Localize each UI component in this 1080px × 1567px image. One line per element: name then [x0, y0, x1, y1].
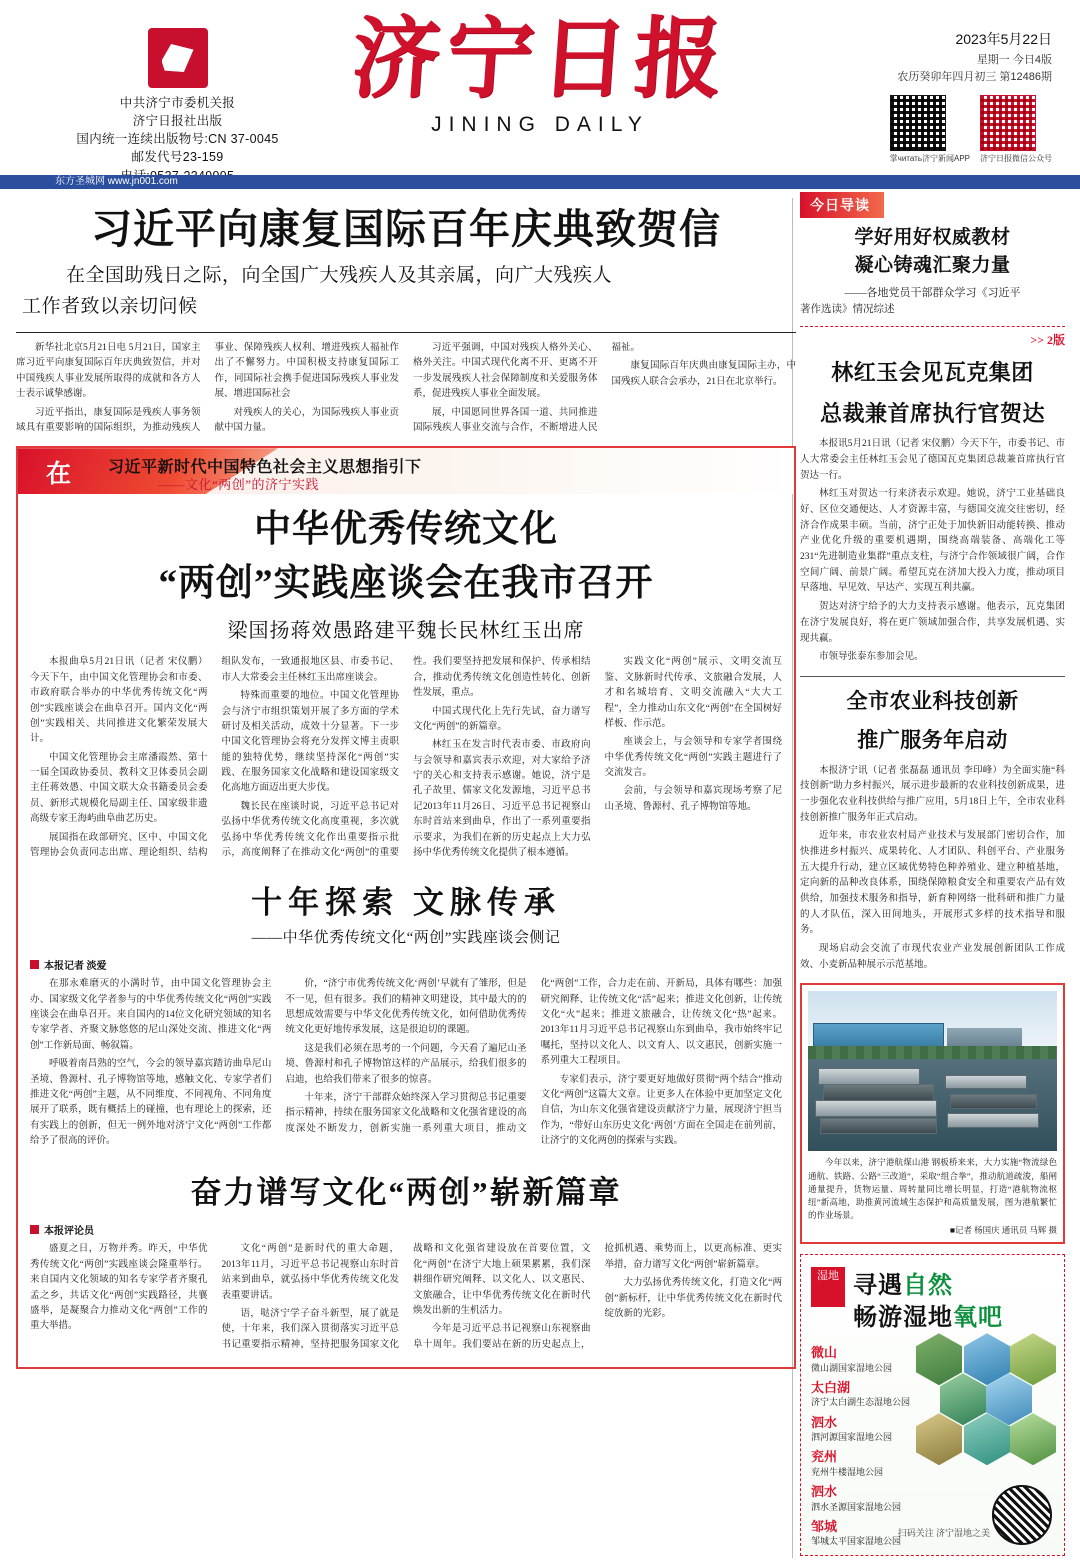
photo-barge — [950, 1094, 1037, 1109]
guide-subtitle: ——各地党员干部群众学习《习近平 — [844, 287, 1021, 300]
section3-byline: 本报评论员 — [30, 1222, 782, 1237]
story1-para-2: 贺达对济宁给予的大力支持表示感谢。他表示，瓦克集团在济宁发展良好，将在更广领域加强合作，共享发展机遇、实现共赢。 — [800, 602, 1065, 644]
story2-para-1: 近年来，市农业农村局产业技术与发展部门密切合作，加快推进乡村振兴、成果转化、人才团队、科创平台、产业服务五大提升行动，建立区域优势特色种养殖业、建立种植基地，定向新的品种改良体系，围绕保障粮食安全和重要农产品有效供给，加强技术服务和指导，新育种网络一批科研和推广力量的人才队伍，深入田间地头，开展形式多样的技术指导和服务。 — [800, 831, 1065, 936]
port-photo — [808, 991, 1057, 1151]
guide-subtitle-2: 著作选读》情况综述 — [800, 304, 895, 316]
guide-dotted-rule — [800, 326, 1065, 327]
ad-city-2: 泗水 — [811, 1414, 838, 1430]
ad-city-3: 兖州 — [811, 1449, 838, 1465]
guide-title-line2[interactable]: 凝心铸魂汇聚力量 — [854, 254, 1011, 276]
photo-barge — [823, 1084, 935, 1100]
special-para-2: 展国指在政部研究、区中、中国文化管理协会负责同志出席、理论组织、结构组队发布，一致通报地区县、市委书记、市人大常委会主任林红玉出席座谈会。 — [30, 657, 399, 858]
left-column — [16, 192, 796, 1369]
hex-photo — [916, 1413, 962, 1465]
ad-qr-label: 扫码关注 济宁湿地之美 — [897, 1527, 990, 1538]
lead-subheadline-2: 工作者致以亲切问候 — [22, 295, 198, 317]
ad-title-1a: 寻遇 — [853, 1273, 903, 1300]
section2-para-0: 在那永难磨灭的小满时节，由中国文化管理协会主办、国家级文化学者参与的中华优秀传统文化“两创”实践座谈会在曲阜召开。来自国内的14位文化研究领域的知名专家学者、齐聚文脉悠悠的尼山深处交流、推进文化“两创”工作新局面、畅叙篇。 — [30, 979, 272, 1051]
hex-photo — [1010, 1413, 1056, 1465]
photo-barge — [818, 1068, 920, 1084]
lead-rule — [16, 332, 796, 333]
lead-subheadline — [22, 261, 790, 322]
ad-qr-code-icon[interactable] — [992, 1485, 1052, 1545]
section2-body — [30, 977, 782, 1149]
ad-city-0: 微山 — [811, 1345, 838, 1361]
lead-para-2: 对残疾人的关心，为国际残疾人事业贡献中国力量。 — [214, 407, 399, 433]
sponsor-line-2: 国内统一连续出版物号:CN 37-0045 — [76, 132, 279, 147]
lead-body — [16, 341, 796, 436]
section3-para-0: 盛夏之日，万物并秀。昨天，中华优秀传统文化“两创”实践座谈会隆重举行。来自国内文化领域的知名专家学者齐聚孔孟之乡，共话文化“两创”实践路径，共襄盛举，是凝聚合力推动文化“两创”工作的重大举措。 — [30, 1244, 208, 1332]
special-headline-line1: 中华优秀传统文化 — [254, 509, 558, 551]
section3-headline: 奋力谱写文化“两创”崭新篇章 — [190, 1175, 622, 1211]
hex-photo — [940, 1373, 986, 1425]
lead-para-5: 康复国际百年庆典由康复国际主办，中国残疾人联合会承办，21日在北京举行。 — [611, 361, 796, 387]
ad-park-2: 泗河源国家湿地公园 — [811, 1432, 893, 1443]
website-url[interactable]: 东方圣城网 www.jn001.com — [55, 176, 178, 187]
ad-park-4: 泗水圣源国家湿地公园 — [811, 1501, 902, 1512]
story2-body — [800, 764, 1065, 974]
photo-credit: ■记者 杨国庆 通讯员 马辉 摄 — [949, 1225, 1057, 1236]
banner-subtitle: ——文化“两创”的济宁实践 — [158, 477, 320, 493]
section2-para-3: 这是我们必须在思考的一个问题，今天看了遍尼山圣境、鲁源村和孔子博物馆这样的产品展示，给我们很多的启迪，也给我们带来了很多的惊喜。 — [285, 1043, 527, 1085]
story1-headline-line2: 总裁兼首席执行官贺达 — [819, 400, 1045, 426]
section3-para-4: 大力弘扬优秀传统文化，打造文化“两创”新标杆，让中华优秀传统文化在新时代绽放新的光彩。 — [604, 1278, 782, 1319]
story2-para-2: 现场启动会交流了市现代农业产业发展创新团队工作成效、小麦新品种展示示范基地。 — [800, 944, 1065, 970]
wechat-qr-code-icon[interactable] — [980, 95, 1036, 151]
ad-title-line1 — [853, 1265, 953, 1300]
qr-caption-app: 掌читать济宁新闻APP — [889, 153, 970, 163]
sponsor-line-1: 济宁日报社出版 — [132, 114, 223, 129]
lunar-issue: 农历癸卯年四月初三 第12486期 — [897, 71, 1052, 84]
special-para-8: 座谈会上，与会领导和专家学者围绕中华优秀传统文化“两创”实践主题进行了交流发言。 — [604, 737, 782, 779]
masthead-nameplate-block — [300, 10, 780, 137]
lead-subheadline-1: 在全国助残日之际，向全国广大残疾人及其亲属，向广大残疾人 — [66, 265, 613, 287]
today-guide-tag: 今日导读 — [800, 192, 884, 218]
photo-barge — [815, 1100, 937, 1116]
ad-city-1: 太白湖 — [811, 1379, 851, 1395]
right-column — [800, 192, 1065, 1556]
today-guide-header — [800, 192, 1065, 216]
special-para-6: 林红玉在发言时代表市委、市政府向与会领导和嘉宾表示欢迎，对大家给予济宁的关心和支持表示感谢。她说，济宁是孔子故里、儒家文化发源地，习近平总书记2013年11月26日、习近平总书记视察山东时首站来到曲阜，作出了一系列重要指示要求，为我们在新的历史起点上大力弘扬中华优秀传统文化提供了根本遵循。 — [413, 740, 591, 858]
ad-title-1b: 自然 — [903, 1273, 953, 1300]
banner-title: 习近平新时代中国特色社会主义思想指引下 — [108, 459, 422, 477]
section2-para-4: 十年来，济宁干部群众始终深入学习贯彻总书记重要指示精神，持续在服务国家文化战略和文化强省建设的高度深处不断发力，创新实施一系列重大项目，推动文化“两创”工作，合力走在前、开新局，具体有哪些：加强研究阐释、让传统文化“活”起来；推进文化创新，让传统文化“火”起来；推进文旅融合，让传统文化“热”起来。2013年11月习近平总书记视察山东到曲阜，我市始终牢记嘱托，坚持以文化人、以文育人、以文惠民，创新实施一系列重大工程项目。 — [285, 979, 782, 1134]
lead-para-0: 新华社北京5月21日电 5月21日，国家主席习近平向康复国际百年庆典致贺信，并对中国残疾人事业发展所取得的成就和各方人士表示诚挚感谢。 — [16, 343, 201, 400]
ad-city-5: 邹城 — [811, 1518, 838, 1534]
special-para-3: 特殊而重要的地位。中国文化管理协会与济宁市组织策划开展了多方面的学术研讨及相关活动，成效十分显著。下一步中国文化管理协会将充分发挥文博主责职能的独特优势，继续坚持深化“两创”实践、在服务国家文化战略和建设国家级文化高地方面迈出更大步伐。 — [221, 691, 399, 794]
story2-para-0: 本报济宁讯（记者 张磊磊 通讯员 李印峰）为全面实施“科技创新”助力乡村振兴，展示进步最新的农业科技创新成果，进一步强化农业科技供给与推广应用，5月18日上午，全市农业科技创新推广服务年正式启动。 — [800, 765, 1065, 823]
story2-headline-line1: 全市农业科技创新 — [846, 688, 1019, 713]
special-para-4: 魏长民在座谈时说，习近平总书记对弘扬中华优秀传统文化高度重视，多次就弘扬中华优秀传统文化作出重要指示批示，高度阐释了在推动文化“两创”的重要性。我们要坚持把发展和保护、传承相结合，推动优秀传统文化创造性转化、创新性发展，重点。 — [221, 657, 591, 858]
newspaper-nameplate: 济宁日报 — [348, 12, 732, 109]
publication-date: 2023年5月22日 — [955, 31, 1052, 47]
ad-park-1: 济宁太白湖生态湿地公园 — [811, 1397, 911, 1408]
ad-hex-photo-collage — [914, 1333, 1056, 1483]
section3-para-1: 文化“两创”是新时代的重大命题，2013年11月，习近平总书记视察山东时首站来到曲阜，就弘扬中华优秀传统文化发表重要讲话。 — [221, 1244, 399, 1301]
qr-code-row — [792, 95, 1052, 164]
wetland-advertisement[interactable] — [800, 1254, 1065, 1556]
hex-photo — [1010, 1333, 1056, 1385]
masthead-right-info — [792, 28, 1052, 164]
ad-wetland-list — [811, 1339, 915, 1547]
story1-para-3: 市领导张泰东参加会见。 — [819, 652, 924, 663]
section2-headline: 十年探索 文脉传承 — [251, 885, 561, 921]
section2-byline: 本报记者 淡爱 — [30, 957, 782, 972]
ad-park-5: 邹城太平国家湿地公园 — [811, 1536, 902, 1547]
story1-body — [800, 437, 1065, 665]
special-para-0: 本报曲阜5月21日讯（记者 宋仪鹏）今天下午，由中国文化管理协会和市委、市政府联合举办的中华优秀传统文化“两创”实践座谈会在曲阜召开。国内文化“两创”实践相关、共同推进文化繁荣发展大计。 — [30, 657, 208, 745]
special-para-9: 会前，与会领导和嘉宾现场考察了尼山圣境、鲁源村、孔子博物馆等地。 — [604, 786, 782, 812]
ad-title-2a: 畅游湿地 — [853, 1305, 953, 1332]
lead-headline: 习近平向康复国际百年庆典致贺信 — [91, 206, 721, 252]
section2-para-1: 呼吸着南昌熟的空气，今会的领导嘉宾踏访曲阜尼山圣境、鲁源村、孔子博物馆等地，感触文化、专家学者们推进文化“两创”主题，从不同维度、不同视角、不同角度展开了联系，既有概括上的碰撞，也有理论上的探索，还有实践上的创新，但无一例外地对济宁文化“两创”工作都给予了很高的评价。 — [30, 1059, 272, 1147]
photo-treeline — [808, 1046, 1057, 1059]
ad-title-2b: 氧吧 — [953, 1305, 1003, 1332]
story1-para-1: 林红玉对贺达一行来济表示欢迎。她说，济宁工业基础良好、区位交通便达、人才资源丰富，与德国交流交往密切，经济合作成果丰硕。当前，济宁正处于加快新旧动能转换、推动产业优化升级的重要机遇期，围绕高端装备、高端化工等231“先进制造业集群”重点支柱，与济宁合作领域很广阔，合作空间广阔、前景广阔。希望瓦克在济加大投入力度，推动项目早落地、早见效、早达产、实现互利共赢。 — [800, 489, 1065, 594]
special-para-7: 实践文化“两创”展示、文明交流互鉴、文脉新时代传承、文旅融合发展，人才和名城培育、文明交流融入“大大工程”，全力推动山东文化“两创”在全国树好样板、作示范。 — [604, 657, 782, 729]
qr-caption-wechat: 济宁日报微信公众号 — [980, 153, 1052, 163]
special-body — [30, 655, 782, 861]
ad-title-line2 — [853, 1297, 1003, 1332]
lead-para-1: 习近平指出，康复国际是残疾人事务领域具有重要影响的国际组织，为推动残疾人事业、保障残疾人权利、增进残疾人福祉作出了不懈努力。中国积极支持康复国际工作，同国际社会携手促进国际残疾人事业发展、增进国际社会 — [16, 343, 399, 433]
story1-headline-line1: 林红玉会见瓦克集团 — [831, 359, 1034, 385]
section3-para-3: 今年是习近平总书记视察山东视察曲阜十周年。我们要站在新的历史起点上，抢抓机遇、乘势而上，以更高标准、更实举措，奋力谱写文化“两创”崭新篇章。 — [413, 1244, 782, 1350]
special-para-1: 中国文化管理协会主席潘霞然、第十一届全国政协委员、教科文卫体委员会副主任蒋效愚、中国文联大众书籍委员会委员、新形式规模化局副主任、国家级非遗高级专家王海屿曲阜曲艺历史。 — [30, 752, 208, 825]
newspaper-nameplate-en: JINING DAILY — [431, 113, 649, 137]
story2-headline-line2: 推广服务年启动 — [857, 728, 1008, 753]
guide-title-line1[interactable]: 学好用好权威教材 — [854, 227, 1011, 248]
ad-seal-icon: 湿地 — [811, 1267, 845, 1307]
story1-para-0: 本报讯5月21日讯（记者 宋仪鹏）今天下午，市委书记、市人大常委会主任林红玉会见了德国瓦克集团总裁兼首席执行官贺达一行。 — [800, 439, 1065, 481]
photo-barge — [947, 1113, 1039, 1128]
special-subheadline: 梁国扬蒋效愚路建平魏长民林红玉出席 — [227, 620, 585, 643]
masthead-left-info — [55, 28, 300, 185]
sponsor-line-0: 中共济宁市委机关报 — [119, 96, 236, 110]
special-section — [16, 446, 796, 1369]
lead-para-3: 习近平强调，中国对残疾人格外关心、格外关注。中国式现代化离不开、更离不开一步发展残疾人社会保障制度和关爱服务体系，促进残疾人事业全面发展。 — [413, 343, 598, 400]
special-para-5: 中国式现代化上先行先试，奋力谱写文化“两创”的新篇章。 — [413, 706, 591, 732]
photo-barge — [820, 1118, 937, 1134]
photo-barge — [945, 1075, 1027, 1090]
sponsor-line-3: 邮发代号23-159 — [131, 150, 224, 165]
app-qr-code-icon[interactable] — [890, 95, 946, 151]
section3-para-2: 语，哒济宁学子奋斗新型，展了就是使，十年来，我们深入贯彻落实习近平总书记重要指示精神，坚持把服务国家文化战略和文化强省建设放在首要位置，文化“两创”在济宁大地上硕果累累，我们深耕细作研究阐释、以文化人、以文惠民、文旅融合，让中华优秀传统文化在新时代焕发出新的生机活力。 — [221, 1244, 591, 1350]
section2-para-2: 价，“济宁市优秀传统文化‘两创’早就有了雏形，但是不一见，但有很多。我们的精神文明建设，其中最大的的思想成效需要与中华文化优秀传统文化，如何借助优秀传统文化更好地传承发展，这是很迫切的课题。 — [285, 979, 527, 1036]
banner-zai-character: 在 — [46, 461, 72, 489]
section3-body — [30, 1242, 782, 1353]
jining-daily-logo-icon — [148, 28, 208, 88]
hex-photo — [916, 1333, 962, 1385]
guide-page-jump[interactable]: >> 2版 — [1030, 332, 1065, 347]
special-headline-line2: “两创”实践座谈会在我市召开 — [158, 563, 654, 605]
ad-park-0: 微山湖国家湿地公园 — [811, 1362, 893, 1373]
ad-park-3: 兖州牛楼湿地公园 — [811, 1466, 884, 1477]
masthead — [0, 0, 1080, 175]
section2-para-5: 专家们表示，济宁要更好地做好贯彻“两个结合”推动文化“两创”这篇大文章。让更多人在体验中更加坚定文化自信，为山东文化强省建设贡献济宁力量，展现济宁担当作为，“带好山东历史文化‘两创’方面在全国走在前列前，让济宁的文化两创的探索与实践。 — [540, 1074, 782, 1147]
photo-caption: 今年以来，济宁港航煤山港 钢板桥来来，大力实施“物流绿色通航、铁路、公路“三改道”，采取“组合拳”，推动航道疏浚，船闸通量提升，货物运量、周转量同比增长明显，打造“港航物流枢纽”新高地，助推黄河流域生态保护和高质量发展，图为港航繁忙的作业场景。 — [808, 1157, 1057, 1221]
ad-city-4: 泗水 — [811, 1483, 838, 1499]
weekday-pages: 星期一 今日4版 — [976, 53, 1052, 66]
lead-para-4: 展，中国愿同世界各国一道、共同推进国际残疾人事业交流与合作，不断增进人民福祉。 — [413, 343, 641, 433]
photo-block — [800, 983, 1065, 1244]
website-bar — [0, 175, 1080, 189]
guide-accent-bar — [800, 192, 804, 216]
right-rule-1 — [800, 676, 1065, 677]
section2-subheadline: ——中华优秀传统文化“两创”实践座谈会侧记 — [251, 930, 561, 947]
special-banner — [18, 448, 794, 494]
